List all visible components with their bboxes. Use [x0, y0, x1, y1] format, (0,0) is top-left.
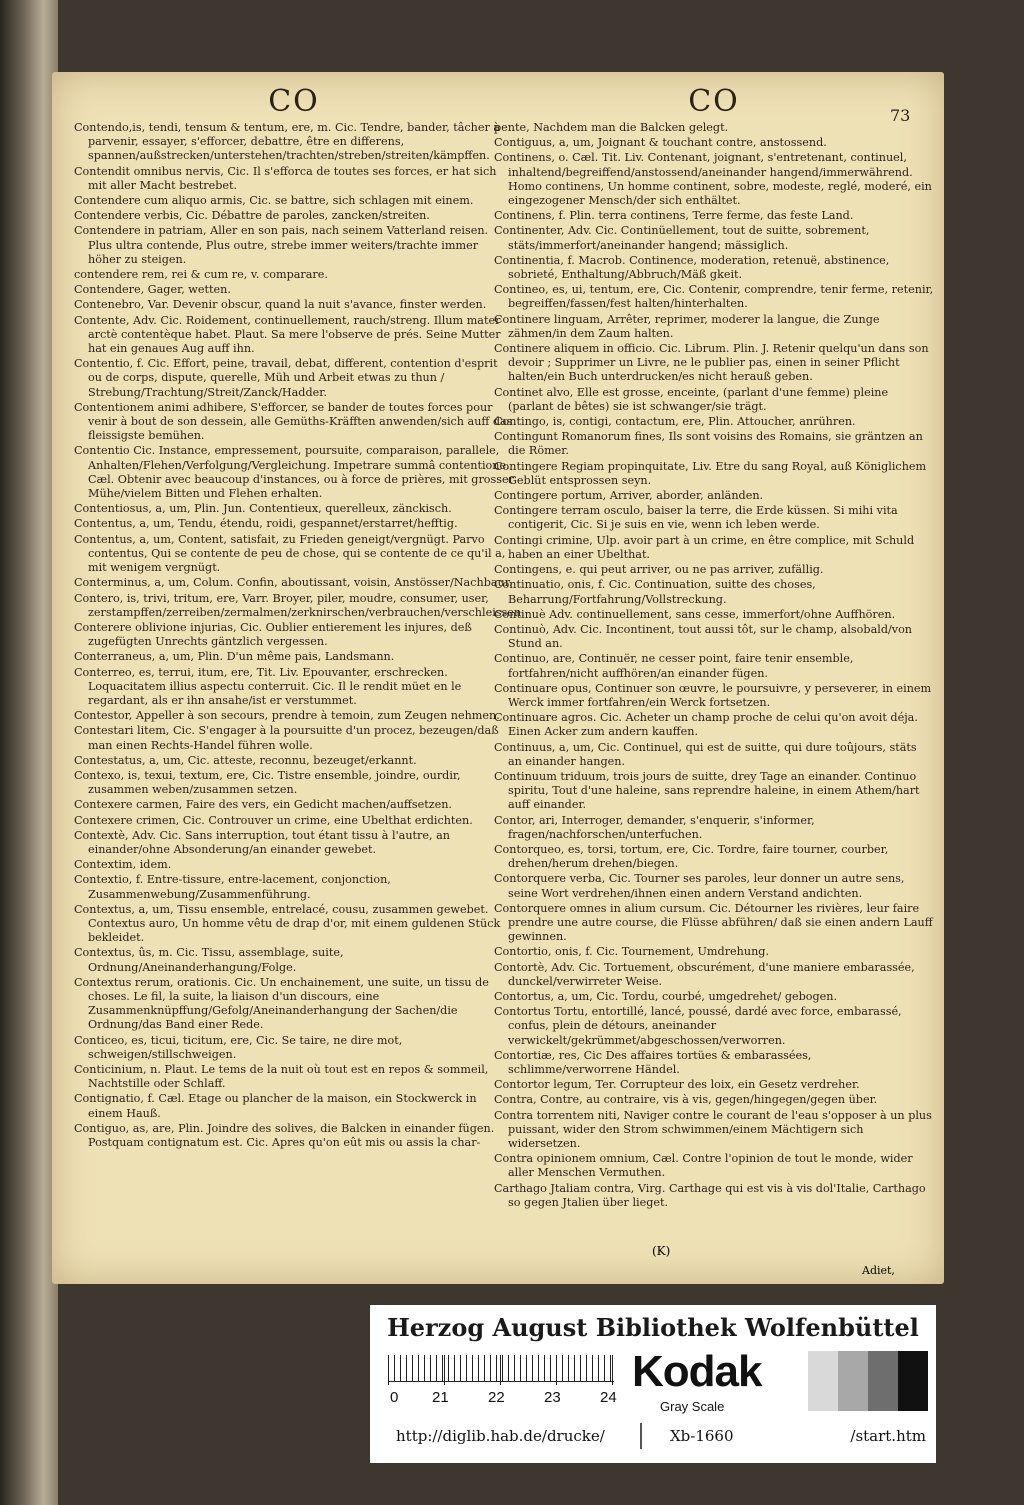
dictionary-entry: Conterere oblivione injurias, Cic. Oublier entierement les injures, deß zugefügten Unrechts gäntzlich vergessen. — [74, 620, 472, 649]
dictionary-entry: Continentia, f. Macrob. Continence, moderation, retenuë, abstinence, sobrieté, Enthaltung/Abbruch/Mäß gkeit. — [494, 253, 890, 282]
dictionary-entry: Conterraneus, a, um, Plin. D'un même pais, Landsmann. — [74, 650, 395, 664]
dictionary-entry: Contra, Contre, au contraire, vis à vis, gegen/hingegen/gegen über. — [494, 1093, 878, 1107]
dictionary-entry: pente, Nachdem man die Balcken gelegt. — [494, 121, 729, 134]
book-page — [52, 72, 944, 1284]
dictionary-entry: Contendit omnibus nervis, Cic. Il s'efforca de toutes ses forces, er hat sich mit aller Macht bestrebet. — [74, 164, 497, 192]
dictionary-entry: Contentiosus, a, um, Plin. Jun. Contentieux, querelleux, zänckisch. — [74, 502, 452, 516]
gray-scale-label: Gray Scale — [660, 1399, 725, 1414]
page-number: 73 — [890, 106, 911, 125]
dictionary-entry: Conterreo, es, terrui, itum, ere, Tit. Liv. Epouvanter, erschrecken. Loquacitatem illius aspectu conterruit. Cic. Il le rendit müet en le regardant, als er ihn ansahe/ist er verstummet. — [74, 665, 462, 707]
dictionary-entry: Contextio, f. Entre-tissure, entre-lacement, conjonction, Zusammenwebung/Zusammenführung. — [74, 873, 391, 901]
dictionary-entry: Contra torrentem niti, Naviger contre le courant de l'eau s'opposer à un plus puissant, wider den Strom schwimmen/einem Mächtigern sich widersetzen. — [494, 1108, 932, 1151]
gray-patch — [838, 1351, 868, 1411]
dictionary-entry: Contextus, a, um, Tissu ensemble, entrelacé, cousu, zusammen gewebet. Contextus auro, Un homme vêtu de drap d'or, mit einem guldenen Stück bekleidet. — [74, 902, 501, 945]
gray-patch — [868, 1351, 898, 1411]
dictionary-entry: Contentus, a, um, Content, satisfait, zu Frieden geneigt/vergnügt. Parvo contentus, Qui se contente de peu de chose, qui se contente de ce qu'il a, mit wenigem vergnügt. — [74, 532, 506, 575]
gray-patches — [778, 1351, 928, 1411]
ruler-number: 23 — [544, 1389, 561, 1406]
library-color-card — [370, 1305, 936, 1463]
dictionary-entry: Contortè, Adv. Cic. Tortuement, obscurément, d'une maniere embarassée, dunckel/verwirreter Weise. — [494, 960, 915, 988]
dictionary-entry: Conterminus, a, um, Colum. Confin, aboutissant, voisin, Anstösser/Nachbaur. — [74, 576, 513, 590]
dictionary-entry: Contexo, is, texui, textum, ere, Cic. Tistre ensemble, joindre, ourdir, zusammen weben/zusammen setzen. — [74, 768, 461, 797]
start-path: /start.htm — [850, 1427, 926, 1445]
dictionary-entry: Continens, o. Cæl. Tit. Liv. Contenant, joignant, s'entretenant, continuel, inhaltend/begreiffend/anstossend/aneinander hangend/immerwährend. Homo continens, Un homme continent, sobre, modeste, reglé, moderé, ein eingezogener Mensch/der sich enthältet. — [494, 151, 932, 208]
dictionary-entry: Contente, Adv. Cic. Roidement, continuellement, rauch/streng. Illum mater arctè contentèque habet. Plaut. Sa mere l'observe de prés. Seine Mutter hat ein genaues Aug auff ihn. — [74, 313, 501, 356]
dictionary-entry: Contor, ari, Interroger, demander, s'enquerir, s'informer, fragen/nachforschen/unterfuchen. — [494, 813, 815, 841]
dictionary-entry: Contra opinionem omnium, Cæl. Contre l'opinion de tout le monde, wider aller Menschen Vermuthen. — [494, 1152, 913, 1180]
library-name: Herzog August Bibliothek Wolfenbüttel — [387, 1313, 919, 1342]
dictionary-entry: Contingi crimine, Ulp. avoir part à un crime, en être complice, mit Schuld haben an einer Ubelthat. — [494, 533, 915, 561]
dictionary-entry: Contorquere omnes in alium cursum. Cic. Détourner les rivières, leur faire prendre une autre course, die Flüsse abführen/ daß sie einen andern Lauff gewinnen. — [494, 901, 933, 944]
dictionary-entry: Continenter, Adv. Cic. Continüellement, tout de suitte, sobrement, stäts/immerfort/aneinander hangend; mässiglich. — [494, 224, 870, 252]
dictionary-entry: Contero, is, trivi, tritum, ere, Varr. Broyer, piler, moudre, consumer, user, zerstampffen/zerreiben/zermalmen/zerknirschen/verbrauchen/verschleissen. — [74, 591, 525, 619]
gray-patch — [898, 1351, 928, 1411]
dictionary-entry: Continuè Adv. continuellement, sans cesse, immerfort/ohne Auffhören. — [494, 607, 896, 621]
dictionary-entry: Contortor legum, Ter. Corrupteur des loix, ein Gesetz verdreher. — [494, 1078, 860, 1092]
ruler-ticks — [388, 1355, 614, 1382]
ruler-scale — [388, 1355, 617, 1409]
dictionary-entry: Contingere terram osculo, baiser la terre, die Erde küssen. Si mihi vita contigerit, Cic. Si je suis en vie, wenn ich leben werde. — [494, 504, 898, 532]
footer-separator — [640, 1423, 642, 1449]
dictionary-entry: Contenebro, Var. Devenir obscur, quand la nuit s'avance, finster werden. — [74, 298, 487, 312]
dictionary-entry: Contentio Cic. Instance, empressement, poursuite, comparaison, parallele, Anhalten/Flehen/Verfolgung/Vergleichung. Impetrare summâ contentione. Cæl. Obtenir avec beaucoup d'instances, ou à force de prières, mit grosser Mühe/vielem Bitten und Flehen erhalten. — [74, 444, 514, 501]
dictionary-entry: Contestari litem, Cic. S'engager à la poursuitte d'un procez, bezeugen/daß man einen Rechts-Handel führen wolle. — [74, 724, 499, 752]
dictionary-entry: Contingere portum, Arriver, aborder, anländen. — [494, 489, 764, 503]
dictionary-entry: Contortio, onis, f. Cic. Tournement, Umdrehung. — [494, 945, 769, 959]
dictionary-entry: Contentus, a, um, Tendu, étendu, roidi, gespannet/erstarret/hefftig. — [74, 517, 458, 531]
book-spine-edge — [0, 0, 58, 1505]
dictionary-entry: Continuo, are, Continuër, ne cesser point, faire tenir ensemble, fortfahren/nicht auffhören/an einander fügen. — [494, 652, 854, 680]
dictionary-entry: Continet alvo, Elle est grosse, enceinte, (parlant d'une femme) pleine (parlant de bêtes) sie ist schwanger/sie trägt. — [494, 385, 889, 413]
dictionary-entry: Contingens, e. qui peut arriver, ou ne pas arriver, zufällig. — [494, 563, 824, 577]
gray-patch — [808, 1351, 838, 1411]
dictionary-entry: Conticinium, n. Plaut. Le tems de la nuit où tout est en repos & sommeil, Nachtstille oder Schlaff. — [74, 1063, 489, 1091]
ruler-major-tick — [500, 1355, 501, 1385]
dictionary-entry: Contineo, es, ui, tentum, ere, Cic. Contenir, comprendre, tenir ferme, retenir, begreiffen/fassen/fest halten/hinterhalten. — [494, 283, 934, 311]
dictionary-entry: Contentio, f. Cic. Effort, peine, travail, debat, different, contention d'esprit ou de corps, dispute, querelle, Müh und Arbeit etwas zu thun / Strebung/Trachtung/Streit/Zanck/Hadder. — [74, 357, 498, 399]
dictionary-entry: Contortus Tortu, entortillé, lancé, poussé, dardé avec force, embarassé, confus, plein de détours, aneinander verwickelt/gekrümmet/abgeschossen/verworren. — [494, 1005, 902, 1047]
catchword: Adiet, — [862, 1264, 895, 1277]
dictionary-entry: Contextus, ûs, m. Cic. Tissu, assemblage, suite, Ordnung/Aneinanderhangung/Folge. — [74, 946, 344, 974]
dictionary-entry: Contortiæ, res, Cic Des affaires tortües & embarassées, schlimme/verworrene Händel. — [494, 1048, 812, 1076]
dictionary-entry: Contorqueo, es, torsi, tortum, ere, Cic. Tordre, faire tourner, courber, drehen/herum drehen/biegen. — [494, 842, 889, 871]
right-column — [494, 72, 934, 1211]
dictionary-entry: Contentionem animi adhibere, S'efforcer, se bander de toutes forces pour venir à bout de son dessein, alle Gemüths-Kräfften anwenden/sich auff das fleissigste bemühen. — [74, 400, 513, 443]
dictionary-entry: Contexere carmen, Faire des vers, ein Gedicht machen/auffsetzen. — [74, 798, 452, 812]
dictionary-entry: Continuò, Adv. Cic. Incontinent, tout aussi tôt, sur le champ, alsobald/von Stund an. — [494, 622, 913, 651]
dictionary-entry: Contorquere verba, Cic. Tourner ses paroles, leur donner un autre sens, seine Wort verdrehen/ihnen einen andern Verstand andichten. — [494, 872, 905, 900]
kodak-logo: Kodak — [632, 1347, 762, 1396]
dictionary-entry: Continens, f. Plin. terra continens, Terre ferme, das feste Land. — [494, 209, 854, 223]
dictionary-entry: Contextè, Adv. Cic. Sans interruption, tout étant tissu à l'autre, an einander/ohne Absonderung/an einander gewebet. — [74, 828, 450, 856]
dictionary-entry: Contingunt Romanorum fines, Ils sont voisins des Romains, sie gräntzen an die Römer. — [494, 430, 923, 458]
library-url: http://diglib.hab.de/drucke/ — [396, 1427, 605, 1445]
left-column — [74, 72, 525, 1151]
dictionary-entry: contendere rem, rei & cum re, v. comparare. — [74, 268, 328, 282]
dictionary-entry: Contingo, is, contigi, contactum, ere, Plin. Attoucher, anrühren. — [494, 415, 856, 429]
gray-patch — [778, 1351, 808, 1411]
dictionary-entry: Contignatio, f. Cæl. Etage ou plancher de la maison, ein Stockwerck in einem Hauß. — [74, 1092, 477, 1120]
dictionary-entry: Contingere Regiam propinquitate, Liv. Etre du sang Royal, auß Königlichem Geblüt entsprossen seyn. — [494, 459, 927, 487]
right-entries-list — [494, 121, 934, 1210]
dictionary-entry: Contortus, a, um, Cic. Tordu, courbé, umgedrehet/ gebogen. — [494, 989, 838, 1003]
dictionary-entry: Contendere, Gager, wetten. — [74, 283, 231, 297]
left-entries-list — [74, 121, 525, 1150]
right-running-head: CO — [688, 84, 740, 119]
dictionary-entry: Continuus, a, um, Cic. Continuel, qui est de suitte, qui dure toûjours, stäts an einander hangen. — [494, 740, 917, 768]
dictionary-entry: Continuum triduum, trois jours de suitte, drey Tage an einander. Continuo spiritu, Tout d'une haleine, sans reprendre haleine, in einem Athem/hart auff einander. — [494, 769, 920, 812]
dictionary-entry: Contendere cum aliquo armis, Cic. se battre, sich schlagen mit einem. — [74, 194, 474, 208]
card-footer — [388, 1427, 928, 1453]
ruler-major-tick — [444, 1355, 445, 1385]
dictionary-entry: Contendo,is, tendi, tensum & tentum, ere, m. Cic. Tendre, bander, tâcher à parvenir, essayer, s'efforcer, debattre, être en differens, spannen/außstrecken/unterstehen/trachten/streben/streiten/kämpffen. — [74, 121, 501, 163]
ruler-major-tick — [388, 1355, 389, 1385]
dictionary-entry: Conticeo, es, ticui, ticitum, ere, Cic. Se taire, ne dire mot, schweigen/stillschweigen. — [74, 1033, 403, 1061]
ruler-major-tick — [556, 1355, 557, 1385]
dictionary-entry: Carthago Jtaliam contra, Virg. Carthage qui est vis à vis dol'Italie, Carthago so gegen Jtalien über lieget. — [494, 1181, 926, 1209]
dictionary-entry: Continuare agros. Cic. Acheter un champ proche de celui qu'on avoit déja. Einen Acker zum andern kauffen. — [494, 711, 918, 739]
dictionary-entry: Contexere crimen, Cic. Controuver un crime, eine Ubelthat erdichten. — [74, 813, 473, 827]
signature-mark: (K) — [652, 1244, 671, 1258]
dictionary-entry: Contiguo, as, are, Plin. Joindre des solives, die Balcken in einander fügen. Postquam contignatum est. Cic. Apres qu'on eût mis ou assis la char- — [74, 1121, 495, 1150]
ruler-number: 0 — [390, 1389, 399, 1406]
ruler-number: 22 — [488, 1389, 505, 1406]
dictionary-entry: Contextim, idem. — [74, 858, 172, 872]
ruler-number: 24 — [600, 1389, 617, 1406]
dictionary-entry: Contestor, Appeller à son secours, prendre à temoin, zum Zeugen nehmen. — [74, 709, 500, 723]
shelfmark: Xb-1660 — [670, 1427, 734, 1445]
dictionary-entry: Contendere verbis, Cic. Débattre de paroles, zancken/streiten. — [74, 209, 430, 223]
ruler-major-tick — [612, 1355, 613, 1385]
dictionary-entry: Contextus rerum, orationis. Cic. Un enchainement, une suite, un tissu de choses. Le fil, la suite, la liaison d'un discours, eine Zusammenknüpffung/Gefolg/Aneinanderhangung der Sachen/die Ordnung/das Band einer Rede. — [74, 975, 489, 1032]
dictionary-entry: Contestatus, a, um, Cic. atteste, reconnu, bezeuget/erkannt. — [74, 753, 417, 767]
dictionary-entry: Continuare opus, Continuer son œuvre, le poursuivre, y perseverer, in einem Werck immer fortfahren/ein Werck fortsetzen. — [494, 681, 932, 709]
dictionary-entry: Continuatio, onis, f. Cic. Continuation, suitte des choses, Beharrung/Fortfahrung/Vollstreckung. — [494, 578, 816, 606]
dictionary-entry: Contendere in patriam, Aller en son pais, nach seinem Vatterland reisen. Plus ultra contende, Plus outre, strebe immer weiters/trachte immer höher zu steigen. — [74, 224, 489, 266]
dictionary-entry: Continere aliquem in officio. Cic. Librum. Plin. J. Retenir quelqu'un dans son devoir ; Supprimer un Livre, ne le publier pas, einen in seiner Pflicht halten/ein Buch unterdrucken/es nicht herauß geben. — [494, 342, 929, 384]
dictionary-entry: Contiguus, a, um, Joignant & touchant contre, anstossend. — [494, 136, 827, 150]
left-running-head: CO — [268, 84, 320, 119]
dictionary-entry: Continere linguam, Arrêter, reprimer, moderer la langue, die Zunge zähmen/in dem Zaum halten. — [494, 312, 880, 340]
ruler-number: 21 — [432, 1389, 449, 1406]
